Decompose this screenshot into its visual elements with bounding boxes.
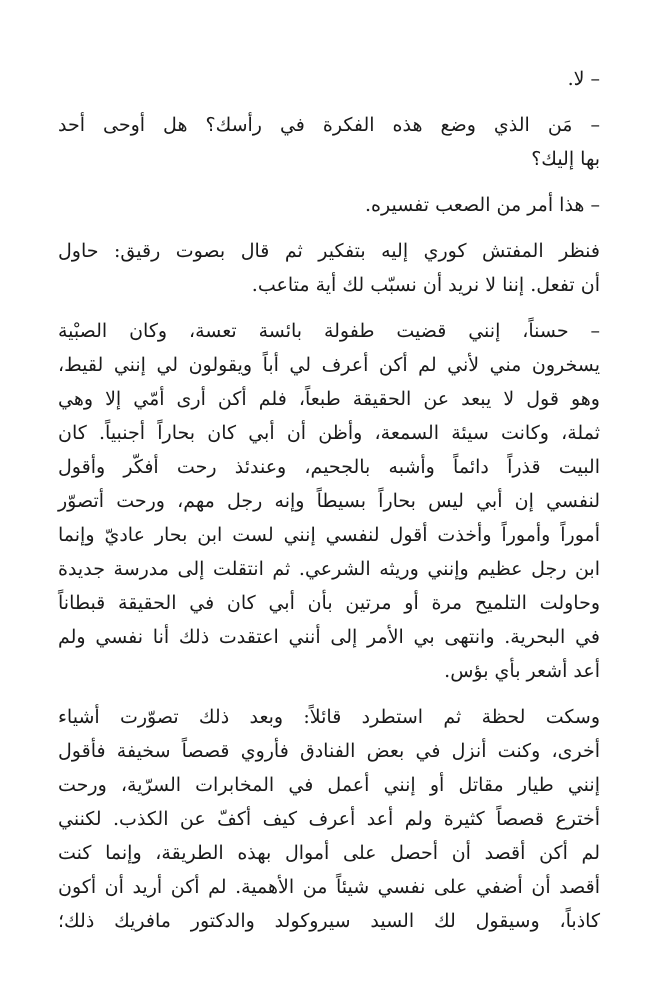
text-line: لم أكن أقصد أن أحصل على أموال بهذه الطريقة، وإنما كنت [58, 842, 600, 864]
text-line: في البحرية. وانتهى بي الأمر إلى أنني اعتقدت ذلك أنا نفسي ولم [58, 626, 600, 648]
text-line: – حسناً، إنني قضيت طفولة بائسة تعسة، وكان الصبْية [58, 320, 600, 342]
text-line: يسخرون مني لأني لم أكن أعرف لي أباً ويقولون لي إنني لقيط، [58, 354, 600, 376]
text-line: – هذا أمر من الصعب تفسيره. [365, 194, 600, 216]
paragraph-hard-to-explain [58, 188, 600, 222]
text-line: البيت قذراً دائماً وأشبه بالجحيم، وعندئذ رحت أفكّر وأقول [58, 456, 600, 478]
paragraph-childhood [58, 314, 600, 688]
text-line: ثملة، وكانت سيئة السمعة، وأظن أن أبي كان بحاراً أجنبياً. كان [58, 422, 600, 444]
paragraph-inspector [58, 234, 600, 302]
text-line: أخترع قصصاً كثيرة ولم أعد أعرف كيف أكفّ عن الكذب. لكنني [58, 808, 600, 830]
text-line: أعد أشعر بأي بؤس. [444, 660, 600, 682]
paragraph-question [58, 108, 600, 176]
text-line: كاذباً، وسيقول لك السيد سيروكولد والدكتور مافريك ذلك؛ [58, 910, 600, 932]
text-line: أموراً وأموراً وأخذت أقول لنفسي إنني لست ابن بحار عاديّ وإنما [58, 524, 600, 546]
text-line: أخرى، وكنت أنزل في بعض الفنادق فأروي قصصاً سخيفة فأقول [58, 740, 600, 762]
text-line: أن تفعل. إننا لا نريد أن نسبّب لك أية متاعب. [251, 274, 600, 296]
text-line: وهو قول لا يبعد عن الحقيقة طبعاً، فلم أكن أرى أمّي إلا وهي [58, 388, 600, 410]
text-line: ابن رجل عظيم وإنني وريثه الشرعي. ثم انتقلت إلى مدرسة جديدة [58, 558, 600, 580]
text-line: إنني طيار مقاتل أو إنني أعمل في المخابرات السرّية، ورحت [58, 774, 600, 796]
text-line: بها إليك؟ [531, 148, 600, 170]
text-line: أقصد أن أضفي على نفسي شيئاً من الأهمية. لم أكن أريد أن أكون [58, 876, 600, 898]
paragraph-dialogue-no [58, 62, 600, 96]
paragraph-gap [58, 688, 600, 700]
paragraph-lies [58, 700, 600, 938]
text-line: – مَن الذي وضع هذه الفكرة في رأسك؟ هل أوحى أحد [58, 114, 600, 136]
paragraph-gap [58, 302, 600, 314]
book-page [58, 62, 600, 938]
text-line: فنظر المفتش كوري إليه بتفكير ثم قال بصوت رقيق: حاول [58, 240, 600, 262]
paragraph-gap [58, 96, 600, 108]
text-line: لنفسي إن أبي ليس بحاراً بسيطاً وإنه رجل مهم، ورحت أتصوّر [58, 490, 600, 512]
text-line: – لا. [567, 68, 600, 90]
paragraph-gap [58, 222, 600, 234]
paragraph-gap [58, 176, 600, 188]
text-line: وحاولت التلميح مرة أو مرتين بأن أبي كان في الحقيقة قبطاناً [58, 592, 600, 614]
text-line: وسكت لحظة ثم استطرد قائلاً: وبعد ذلك تصوّرت أشياء [58, 706, 600, 728]
